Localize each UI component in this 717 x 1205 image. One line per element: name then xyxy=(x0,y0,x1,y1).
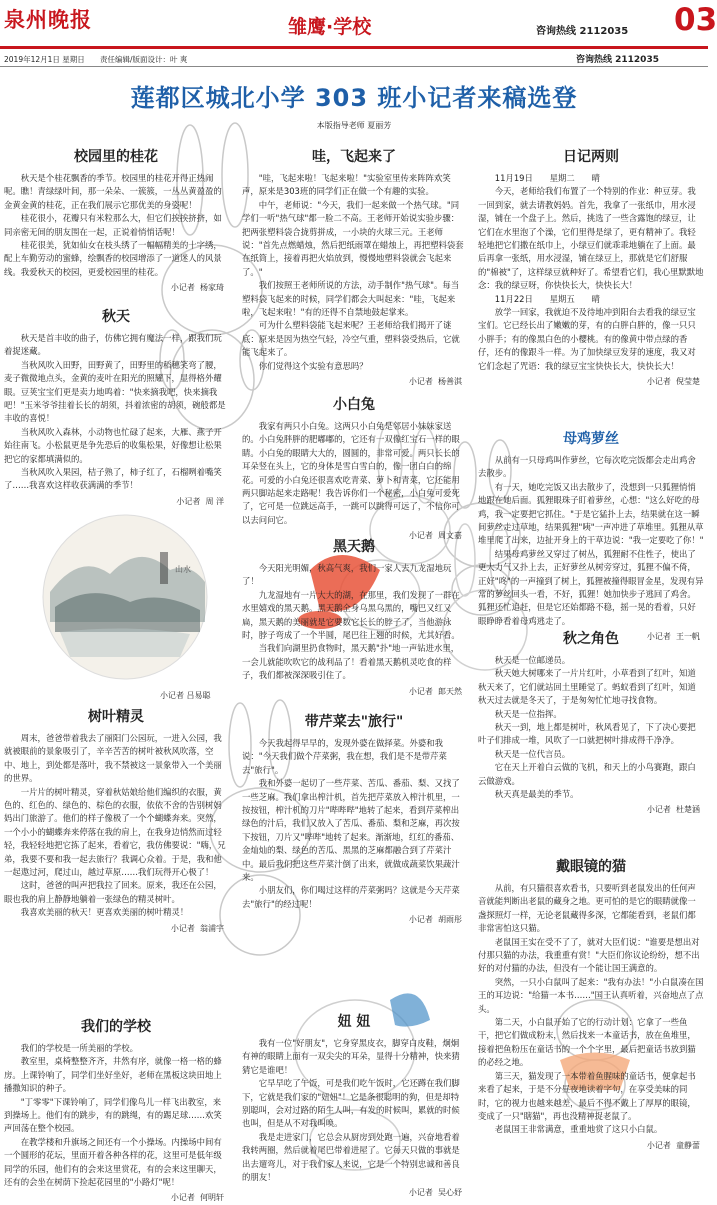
paragraph: 可为什么塑料袋能飞起来呢？王老师给我们揭开了谜底：原来是因为热空气轻，冷空气重，塑料袋受热后，它就能飞起来了。 xyxy=(242,320,460,358)
article-title: 我们的学校 xyxy=(81,1019,151,1035)
paragraph: 我们的学校是一所美丽的学校。 xyxy=(20,1043,139,1053)
paragraph: 当我们向湖里扔食物时，黑天鹅"扑"地一声钻进水里，一会儿就能吹吹它的战利品了！看着黑天鹅机灵吃食的样子，我们都被深深吸引住了。 xyxy=(242,643,460,681)
article-title: 日记两则 xyxy=(563,149,619,165)
author: 小记者 杨家琦 xyxy=(170,283,224,293)
paragraph: 秋天真是最美的季节。 xyxy=(494,789,579,800)
article-our-school xyxy=(4,1018,228,1203)
article-celery-trip xyxy=(242,713,466,978)
paragraph: 我和外婆一起切了一些芹菜、苦瓜、番茄、梨、又找了一些芝麻。我们拿出榨汁机，首先把芹菜放入榨汁机里，一按按钮，榨汁机的刀片"哔哔哔"地转了起来，看到芹菜榨出绿色的汁后，我们又放入了苦瓜、番茄、梨和芝麻，再次按下按钮，刀片又"哔哔"地转了起来。渐渐地，红红的番茄、金灿灿的梨、绿色的苦瓜、黑黑的芝麻都融合到了芹菜汁中。最后我们把这些芹菜汁倒了出来，就做成蔬菜饮果蔬汁来。 xyxy=(242,778,460,883)
article-white-rabbit xyxy=(242,396,466,546)
paragraph: 我家有两只小白兔。这两只小白兔是邻居小妹妹家送的。小白兔胖胖的肥嘟嘟的，它还有一双像红宝石一样的眼睛。小白兔的眼睛大大的，圆圆的，非常可爱。两只长长的耳朵竖在头上，它的身体是雪白雪白的，像一团白白的绵花。可爱的小白兔还很喜欢吃青菜、萝卜和青菜，它还能用两只脚站起来走路呢！我告诉你们一个秘密，小白兔可爱死了，它可是一位跳远高手，一跳可以跳得可远了，不信你可以去问问它。 xyxy=(242,421,460,525)
paragraph: 我喜欢美丽的秋天！更喜欢美丽的树叶精灵！ xyxy=(20,907,189,918)
diary-date: 11月19日 星期二 晴 xyxy=(494,173,600,183)
paragraph: 你们觉得这个实验有意思吗？ xyxy=(258,360,368,371)
subscribe-line: 咨询热线 2112035 xyxy=(576,55,659,65)
article-diary xyxy=(478,148,704,428)
article-title: 树叶精灵 xyxy=(88,709,144,725)
teacher-line: 本版指导老师 夏丽芳 xyxy=(316,121,392,130)
painting-caption: 小记者 吕易聪 xyxy=(160,691,211,700)
author: 小记者 翁浦宇 xyxy=(170,923,224,933)
article-autumn xyxy=(4,308,228,513)
paragraph: 在教学楼和升旗场之间还有一个小操场。内操场中间有一个圆形的花坛，里面开着各种各样的花，这里可是低年级同学的乐园，他们有的会来这里赏花，有的会来这里聊天，还有的会坐在树荫下捡起花园里的"小路灯"呢！ xyxy=(4,1136,222,1188)
paragraph: 秋天是一位邮递员。 xyxy=(494,655,571,665)
article-niuniu xyxy=(242,1013,466,1198)
paragraph: 当秋风吹入田野，田野黄了，田野里的稻穗笑弯了腰，麦子微微地点头，金黄的麦叶在阳光的照耀下，显得格外耀眼。豆荚宝宝们更是卖力地鸣着："快来摘我吧，快来摘我吧！"玉米爷爷挂着长长的胡须，抖着浓密的胡须，碗般都是丰收的喜悦！ xyxy=(4,359,226,424)
article-title: 小白兔 xyxy=(333,397,375,413)
article-autumn-roles xyxy=(478,630,704,840)
paragraph: 秋天是一位指挥。 xyxy=(494,708,562,719)
author: 小记者 胡雨彤 xyxy=(408,915,462,925)
paragraph: 放学一回家，我就迫不及待地冲到阳台去看我的绿豆宝宝们。它已经长出了嫩嫩的芽，有的白胖白胖的，像一只只小胖手；有的像黑白色的小樱桃。有的像黄中带点绿的香仔，还有的像跟斗一样。为了加快绿豆发芽的速度，我又对它们念起了咒语：我的绿豆宝宝快快长大，快快长大！ xyxy=(478,307,696,371)
article-title: 秋之角色 xyxy=(563,631,619,647)
author: 小记者 杜楚涵 xyxy=(646,805,700,815)
paragraph: 今天，老师给我们布置了一个特别的作业：种豆芽。我一回到家，就去请教妈妈。首先，我拿了一张纸巾，用水浸湿，铺在一个盘子上。然后，挑选了一些含露饱的绿豆，让它们在水里泡了个澡，它们里得是绿了，更有精神了。我轻轻地把它们撒在纸巾上，小绿豆们就乖乖地躺在了上面。最后再拿一张纸，用水浸湿，铺在绿豆上，那就是它们舒服的"棉被"了，这样绿豆就种好了。希望看它们，我心里默默地念：我的绿豆呀，你快快长大，快快长大！ xyxy=(478,186,704,291)
hotline: 咨询热线 2112035 xyxy=(536,26,629,37)
article-title: 带芹菜去"旅行" xyxy=(304,714,404,730)
paragraph: 我是走进家门，它总会从厨房到处跑一遍，兴奋地看着我转两圈，然后就着尾巴带着进屋了。它每天只做的事就是出去遛弯儿，对于我们家人来说，它是一个特别忠诚和善良的朋友！ xyxy=(242,1131,460,1183)
landscape-painting xyxy=(40,512,210,682)
paragraph: 有一天，她吃完饭又出去散步了，没想到一只狐狸悄悄地跟在她后面。狐狸眼珠子盯着萝丝，心想："这么好吃的母鸡，我一定要把它抓住。"于是它猛扑上去，结果就在这一瞬间萝丝走过草地，结果狐狸"咦"一声冲进了草堆里。狐狸从草堆里爬了出来，边扯开身上的干草边说："我一定要吃了你！" xyxy=(478,481,704,546)
paragraph: 这时，爸爸的叫声把我拉了回来。原来，我还在公园，眼也我的肩上静静地躺着一张绿色的精灵树叶。 xyxy=(4,880,222,904)
paragraph: 秋天一到，地上都是树叶，秋风看见了，下了决心要把叶子们排成一堆，风吹了一口就把树叶排成得千净净。 xyxy=(478,722,696,746)
paragraph: 小朋友们，你们喝过这样的芹菜粥吗？这就是今天芹菜去"旅行"的经过呢！ xyxy=(242,885,460,909)
author: 小记者 何明轩 xyxy=(170,1193,224,1203)
paragraph: 秋天她大树哪来了一片片红叶，小草看到了红叶，知道秋天来了，它们就站回土里睡觉了。蚂蚁看到了红叶，知道秋天过去就是冬天了，于是匆匆忙忙地寻找食物。 xyxy=(478,668,696,706)
paragraph: 九龙湿地有一片大大的湖，在那里，我们发现了一群在水里嬉戏的黑天鹅。黑天鹅全身乌黑乌黑的，嘴巴又红又扁，黑天鹅的美丽就是它要数它长长的脖子了，当他游泳时，脖子弯成了一个半圆，尾巴往上翘的时候，尤其好看。 xyxy=(242,589,460,641)
subheader-rule xyxy=(0,66,708,67)
article-title: 母鸡萝丝 xyxy=(563,431,619,447)
diary-date: 11月22日 星期五 晴 xyxy=(494,293,600,304)
paragraph: 它在天上开着白云做的飞机，和天上的小鸟赛跑，跟白云做游戏。 xyxy=(478,762,696,786)
article-fly xyxy=(242,148,466,413)
paragraph: 突然，一只小白鼠叫了起来："我有办法！"小白鼠凑在国王的耳边说："给猫一本书……"国王认真听着，兴奋地点了点头。 xyxy=(478,976,704,1014)
header-rule xyxy=(0,46,708,49)
author: 小记者 倪莹楚 xyxy=(646,377,700,387)
paragraph: 秋天是个桂花飘香的季节。校园里的桂花开得正热闹呢。瞧！青绿绿叶间，那一朵朵、一簇簇，一丛丛黄盈盈的金黄金黄的桂花，正在我们展示它那优美的身姿呢！ xyxy=(4,173,222,210)
article-title: 秋天 xyxy=(102,309,130,325)
newspaper-logo: 泉州晚报 xyxy=(4,7,92,32)
article-title: 哇，飞起来了 xyxy=(312,149,396,165)
paragraph: 周末，爸爸带着我去了丽阳门公园玩，一进入公园，我就被眼前的景象吸引了，辛辛苦苦的树叶被秋风吹落，空中、地上，到处都是落叶，我不禁被这一景象带入一个美丽的世界。 xyxy=(4,733,222,784)
paragraph: 老鼠国王非常满意，重重地赏了这只小白鼠。 xyxy=(494,1124,663,1135)
paragraph: 中午，老师说："今天，我们一起来做一个热气球。"同学们一听"热气球"都一脸二不高。王老师开始说实验步骤：把两张塑料袋合拢剪拼成，一小块的火球三元。王老师说："首先点燃蜡烛，然后把纸雨罩在蜡烛上，再把塑料袋套在纸筒上，接着再把火焰放到，慢慢地塑料袋就会飞起来了。" xyxy=(242,199,464,277)
author: 小记者 郎天然 xyxy=(408,686,462,696)
author: 小记者 童静蕾 xyxy=(646,1140,700,1150)
author: 小记者 吴心妤 xyxy=(408,1188,462,1198)
paragraph: 教室里，桌椅整整齐齐，井然有序，就像一格一格的蜂房。上课铃响了，同学们坐好坐好，老师在黑板这块田地上播撒知识的种子。 xyxy=(4,1056,222,1094)
paragraph: 第二天，小白鼠开始了它的行动计划：它拿了一些鱼干，把它们做成粉末，然后找来一本童话书，放在鱼堆里，接着把鱼粉压在童话书的一个个字里，最后把童话书放到猫的必经之地。 xyxy=(478,1017,696,1068)
paragraph: 结果母鸡萝丝又穿过了树丛，狐狸耐不住性子，使出了更大力气又扑上去，正好萝丝从树旁穿过，狐狸不偏不倚，正好"咚"的一声撞到了树上，狐狸被撞得眼冒金星，发现有异常的萝丝回头一看，不好，狐狸！她加快步子逃回了鸡舍。狐狸还忙追赶，但是它还始都路不稳，摇一晃的看着，只好眼睁睁看着母鸡逃走了。 xyxy=(478,548,704,626)
article-title: 校园里的桂花 xyxy=(74,149,158,165)
author: 小记者 杨善淇 xyxy=(408,377,462,387)
paragraph: 当秋风吹入森林，小动物也忙碌了起来，大雁、燕子开始往南飞。小松鼠更是争先恐后的收集松果，好像想让松果把它的家都填满似的。 xyxy=(4,426,222,464)
paragraph: 第三天，猫发现了一本带着鱼腥味的童话书，便拿起书来看了起来，于是不分昼夜地读着字句，在享受美味的同时，它的视力也越来越差，最后不得不戴上了厚厚的眼镜，变成了一只"瞎猫"，再也没精神捉老鼠了。 xyxy=(478,1070,696,1121)
editor-line: 责任编辑/版面设计：叶 爽 xyxy=(100,55,188,64)
author: 小记者 周 洋 xyxy=(176,496,224,506)
article-leaf-spirit xyxy=(4,708,228,1013)
article-title: 妞 妞 xyxy=(337,1014,371,1030)
paragraph: 当秋风吹入果园，桔子熟了，柿子红了，石榴咧着嘴笑了……我喜欢这样收获满满的季节！ xyxy=(4,467,222,491)
article-title: 黑天鹅 xyxy=(333,539,375,555)
article-title: 戴眼镜的猫 xyxy=(556,859,626,875)
paragraph: 秋天是一位代言员。 xyxy=(494,748,571,759)
paragraph: 秋天是首丰收的曲子，仿佛它拥有魔法一样，跟我们玩着捉迷藏。 xyxy=(4,333,222,357)
article-cat-glasses xyxy=(478,858,704,1163)
paragraph: 一片片的树叶精灵，穿着秋姑娘给他们编织的衣服，黄色的、红色的、绿色的、棕色的衣服，依依不舍的告别树妈妈出门旅游了。他们的样子像极了一个个蝴蝶奔来。突然，一个小小的蝴蝶奔来停落在我的肩上，在我身边悄然而过轻轻，我轻轻地把它拣了起来，看着它，我仿佛要说："嗨，兄弟，我要不要和我一起去旅行？我调心众着。于是，我和他一起遨过河，爬过山，越过草原……我们玩得开心极了！ xyxy=(4,786,226,878)
date-line: 2019年12月1日 星期日 xyxy=(4,55,85,64)
section-title: 雏鹰·学校 xyxy=(288,16,372,38)
paragraph: 桂花很美，犹如仙女在枝头绣了一幅幅精美的十字绣，配上车勤劳动的蜜蜂，绘飘香的校园增添了一道迷人的风景线。我爱秋天的校园，更爱校园里的桂花。 xyxy=(4,240,222,277)
paragraph: 老鼠国王实在受不了了，就对大臣们说："谁要是想出对付那只猫的办法，我重重有赏！"大臣们你议论纷纷，想不出好的对付猫的办法，但没有一个能让国王满意的。 xyxy=(478,936,700,974)
paragraph: 我有一位"好朋友"，它身穿黑皮衣，脚穿白皮鞋，炯炯有神的眼睛上面有一双尖尖的耳朵，显得十分精神，快来猜猜它是谁吧！ xyxy=(242,1038,460,1075)
author: 小记者 王一帆 xyxy=(646,632,700,642)
paragraph: 从前，有只猫很喜欢看书，只要听到老鼠发出的任何声音就能判断出老鼠的藏身之地。更可怕的是它的眼睛就像一盏探照灯一样，无论老鼠藏得多深，它都能看到，老鼠们都非常害怕这只猫。 xyxy=(478,883,696,934)
paragraph: "丁零零"下课铃响了，同学们像鸟儿一样飞出教室，来到操场上。他们有的跳步，有的跳绳，有的踢足球……欢笑声回荡在整个校园。 xyxy=(4,1096,222,1134)
paragraph: 今天我起得早早的，发现外婆在做择菜。外婆和我说："今天我们做个芹菜粥，我在想，我们是不是带芹菜去"旅行"。 xyxy=(242,738,447,775)
paragraph: "哇，飞起来啦！飞起来啦！"实验室里传来阵阵欢笑声，原来是303班的同学们正在做一个有趣的实验。 xyxy=(242,173,451,197)
article-black-swan xyxy=(242,538,466,713)
page-number: 03 xyxy=(674,2,717,38)
paragraph: 它早早吃了午饭，可是我们吃午饭时，它还蹲在我们脚下，它就是我们家的"妞妞"！它是条很聪明的狗，但是却特别聪叫，会对过路的陌生人叫，有发的时候叫，累就的时候也叫，但是从不对我叫唤。 xyxy=(242,1078,460,1129)
paragraph: 我们按照王老师所说的方法，动手制作"热气球"。每当塑料袋飞起来的时候，同学们都会大叫起来："哇，飞起来啦，飞起来啦！"有的还得不自禁地鼓起掌来。 xyxy=(242,280,460,318)
paragraph: 从前有一只母鸡叫作萝丝，它每次吃完饭都会走出鸡舍去散步。 xyxy=(478,455,696,479)
page-title: 莲都区城北小学 303 班小记者来稿选登 xyxy=(130,84,578,112)
paragraph: 今天阳光明媚，秋高气爽，我们一家人去九龙湿地玩了！ xyxy=(242,563,452,587)
author: 小记者 周文嘉 xyxy=(408,531,462,541)
svg-text:山水: 山水 xyxy=(175,565,191,574)
paragraph: 桂花很小，花瓣只有米粒那么大，但它们挨挨挤挤，如同亲密无间的朋友围在一起，正说着悄悄话呢！ xyxy=(4,213,222,237)
